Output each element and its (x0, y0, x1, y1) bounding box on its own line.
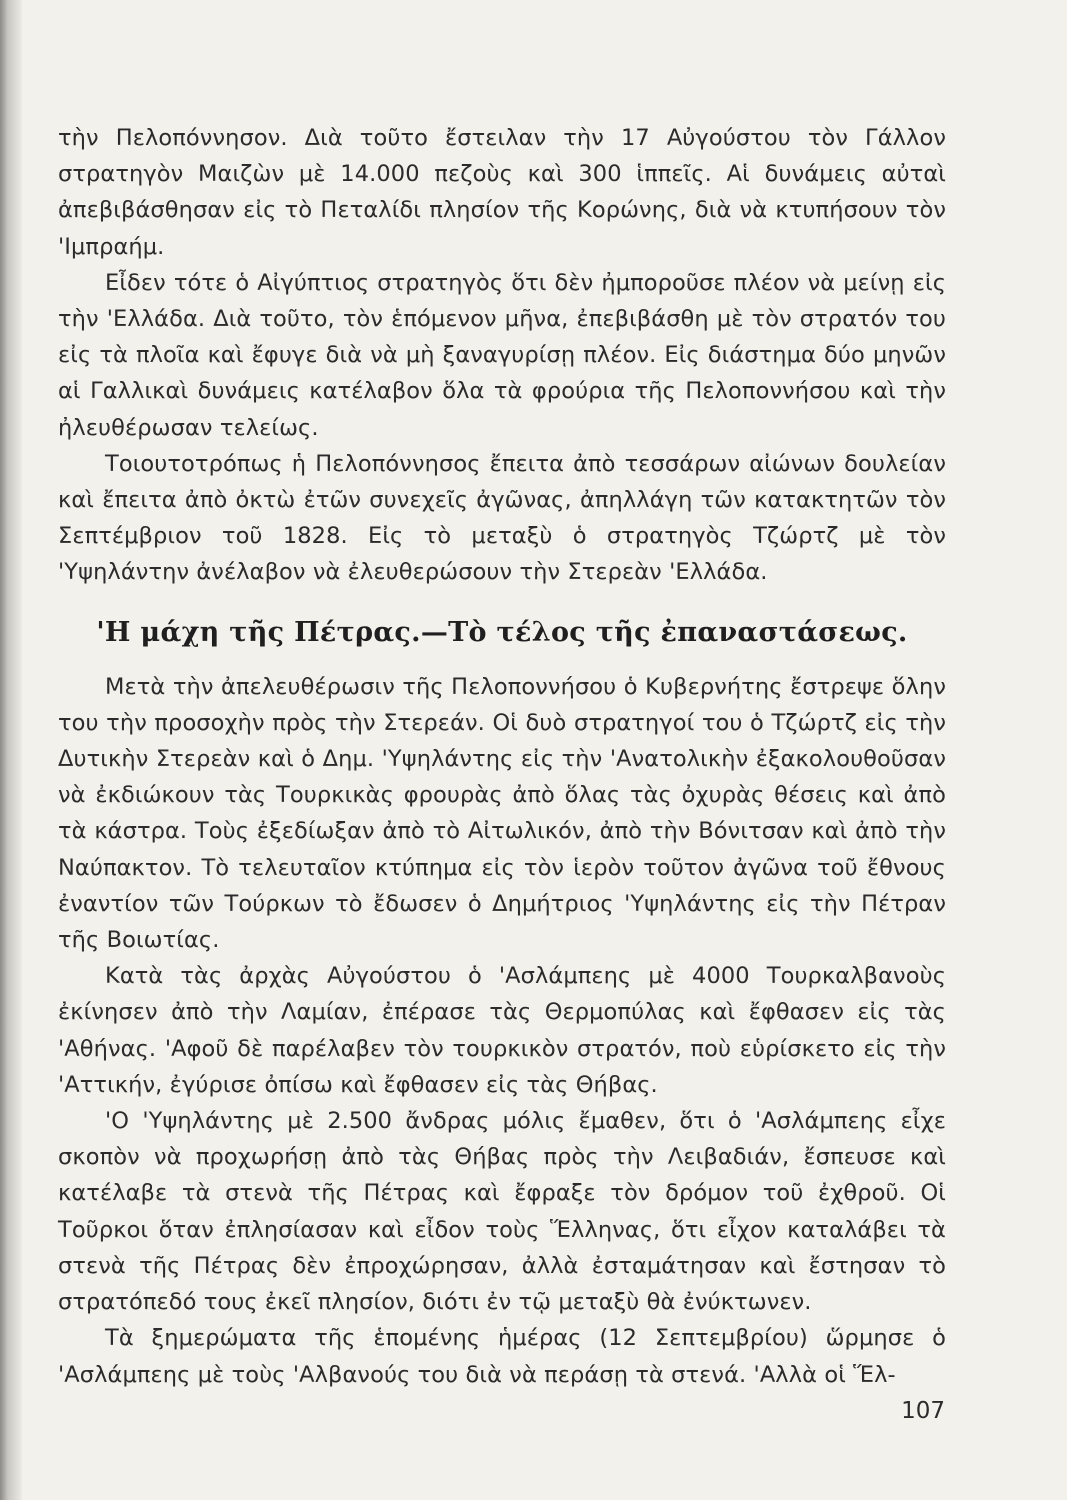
page-number: 107 (901, 1398, 945, 1424)
paragraph-dawn-attack: Τὰ ξημερώματα τῆς ἑπομένης ἡμέρας (12 Σεπτεμβρίου) ὥρμησε ὁ 'Ασλάμπεης μὲ τοὺς 'Αλβανούς του διὰ νὰ περάσῃ τὰ στενά. 'Αλλὰ οἱ Ἕλ- (58, 1325, 946, 1388)
paragraph-egyptian-general: Εἶδεν τότε ὁ Αἰγύπτιος στρατηγὸς ὅτι δὲν ἠμποροῦσε πλέον νὰ μείνῃ εἰς τὴν 'Ελλάδα. Διὰ τοῦτο, τὸν ἑπόμενον μῆνα, ἐπεβιβάσθη μὲ τὸν στρατόν του εἰς τὰ πλοῖα καὶ ἔφυγε διὰ νὰ μὴ ξαναγυρίσῃ πλέον. Εἰς διάστημα δύο μηνῶν αἱ Γαλλικαὶ δυνάμεις κατέλαβον ὅλα τὰ φρούρια τῆς Πελοποννήσου καὶ τὴν ἠλευθέρωσαν τελείως. (58, 269, 946, 441)
paragraph-aslampeis-march: Κατὰ τὰς ἀρχὰς Αὐγούστου ὁ 'Ασλάμπεης μὲ 4000 Τουρκαλβανοὺς ἐκίνησεν ἀπὸ τὴν Λαμίαν, ἐπέρασε τὰς Θερμοπύλας καὶ ἔφθασεν εἰς τὰς 'Αθήνας. 'Αφοῦ δὲ παρέλαβεν τὸν τουρκικὸν στρατόν, ποὺ εὑρίσκετο εἰς τὴν 'Αττικήν, ἐγύρισε ὀπίσω καὶ ἔφθασεν εἰς τὰς Θήβας. (58, 963, 946, 1098)
page-text-block (58, 120, 946, 1393)
page-binding-shadow (0, 0, 22, 1500)
paragraph-continuation: τὴν Πελοπόννησον. Διὰ τοῦτο ἔστειλαν τὴν 17 Αὐγούστου τὸν Γάλλον στρατηγὸν Μαιζὼν μὲ 14.000 πεζοὺς καὶ 300 ἱππεῖς. Αἱ δυνάμεις αὐταὶ ἀπεβιβάσθησαν εἰς τὸ Πεταλίδι πλησίον τῆς Κορώνης, διὰ νὰ κτυπήσουν τὸν 'Ιμπραήμ. (58, 125, 946, 260)
paragraph-governor-attention: Μετὰ τὴν ἀπελευθέρωσιν τῆς Πελοποννήσου ὁ Κυβερνήτης ἔστρεψε ὅλην του τὴν προσοχὴν πρὸς τὴν Στερεάν. Οἱ δυὸ στρατηγοί του ὁ Τζώρτζ εἰς τὴν Δυτικὴν Στερεὰν καὶ ὁ Δημ. 'Υψηλάντης εἰς τὴν 'Ανατολικὴν ἐξακολουθοῦσαν νὰ ἐκδιώκουν τὰς Τουρκικὰς φρουρὰς ἀπὸ ὅλας τὰς ὀχυρὰς θέσεις καὶ ἀπὸ τὰ κάστρα. Τοὺς ἐξεδίωξαν ἀπὸ τὸ Αἰτωλικόν, ἀπὸ τὴν Βόνιτσαν καὶ ἀπὸ τὴν Ναύπακτον. Τὸ τελευταῖον κτύπημα εἰς τὸν ἱερὸν τοῦτον ἀγῶνα τοῦ ἔθνους ἐναντίον τῶν Τούρκων τὸ ἔδωσεν ὁ Δημήτριος 'Υψηλάντης εἰς τὴν Πέτραν τῆς Βοιωτίας. (58, 673, 946, 954)
section-heading: 'Η μάχη τῆς Πέτρας.—Τὸ τέλος τῆς ἐπαναστάσεως. (96, 616, 908, 648)
paragraph-liberation-peloponnese: Τοιουτοτρόπως ἡ Πελοπόννησος ἔπειτα ἀπὸ τεσσάρων αἰώνων δουλείαν καὶ ἔπειτα ἀπὸ ὀκτὼ ἐτῶν συνεχεῖς ἀγῶνας, ἀπηλλάγη τῶν κατακτητῶν τὸν Σεπτέμβριον τοῦ 1828. Εἰς τὸ μεταξὺ ὁ στρατηγὸς Τζώρτζ μὲ τὸν 'Υψηλάντην ἀνέλαβον νὰ ἐλευθερώσουν τὴν Στερεὰν 'Ελλάδα. (58, 450, 946, 586)
paragraph-ypsilantis-petra: 'Ο 'Υψηλάντης μὲ 2.500 ἄνδρας μόλις ἔμαθεν, ὅτι ὁ 'Ασλάμπεης εἶχε σκοπὸν νὰ προχωρήσῃ ἀπὸ τὰς Θήβας πρὸς τὴν Λειβαδιάν, ἔσπευσε καὶ κατέλαβε τὰ στενὰ τῆς Πέτρας καὶ ἔφραξε τὸν δρόμον τοῦ ἐχθροῦ. Οἱ Τοῦρκοι ὅταν ἐπλησίασαν καὶ εἶδον τοὺς Ἕλληνας, ὅτι εἶχον καταλάβει τὰ στενὰ τῆς Πέτρας δὲν ἐπροχώρησαν, ἀλλὰ ἐσταμάτησαν καὶ ἔστησαν τὸ στρατόπεδό τους ἐκεῖ πλησίον, διότι ἐν τῷ μεταξὺ θὰ ἐνύκτωνεν. (58, 1108, 946, 1316)
